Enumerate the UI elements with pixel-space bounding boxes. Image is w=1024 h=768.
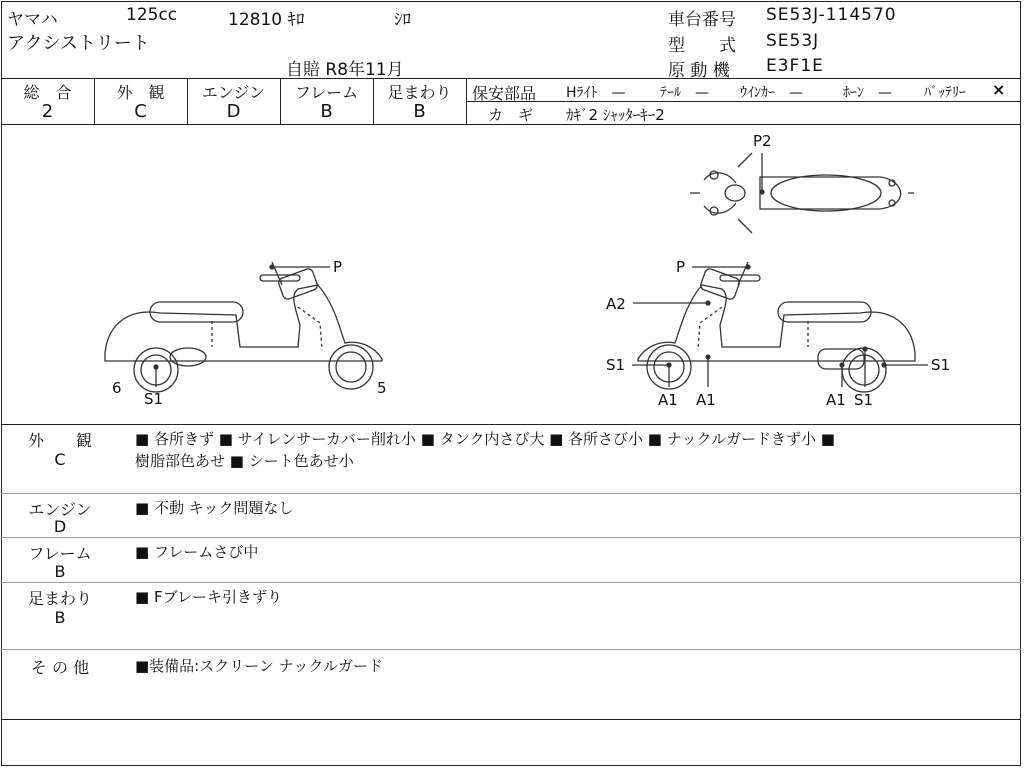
model-name: アクシストリート <box>7 33 150 54</box>
note-engine-grade: D <box>53 517 67 536</box>
frame-no: SE53J-114570 <box>766 5 897 25</box>
grade-exterior-value: C <box>134 101 147 122</box>
frame-no-label: 車台番号 <box>668 10 736 30</box>
grade-exterior-label: 外 観 <box>116 83 165 102</box>
left-side-scooter-icon <box>105 262 382 392</box>
top-label-p2: P2 <box>753 132 772 150</box>
grade-suspension-label: 足まわり <box>387 83 452 102</box>
horn-status: ﾎｰﾝ — <box>843 85 892 101</box>
grade-total-value: 2 <box>41 101 54 122</box>
engine-label: 原 動 機 <box>668 61 730 81</box>
note-frame-line-1: ■ フレームさび中 <box>135 543 259 561</box>
left-label-p: P <box>333 258 343 276</box>
note-other-label: そ の 他 <box>30 658 90 677</box>
battery-mark: × <box>992 80 1006 99</box>
safety-label: 保安部品 <box>472 84 537 103</box>
maker: ヤマハ <box>7 10 58 30</box>
notes-bottom-line <box>1 719 1021 720</box>
notes-divider <box>1 537 1021 538</box>
color: ｼﾛ <box>394 10 411 30</box>
right-side-scooter-icon <box>632 262 928 392</box>
grade-engine-value: D <box>226 101 241 122</box>
taillight-status: ﾃｰﾙ — <box>660 85 709 101</box>
winker-status: ｳｲﾝｶｰ — <box>740 85 803 101</box>
note-frame-grade: B <box>54 562 66 581</box>
note-suspension-line-1: ■ Fブレーキ引きずり <box>135 588 282 606</box>
right-label-a2: A2 <box>606 295 626 313</box>
type-label: 型 式 <box>668 36 736 56</box>
engine-value: E3F1E <box>766 56 824 76</box>
note-suspension-label: 足まわり <box>27 589 92 608</box>
battery-label: ﾊﾞｯﾃﾘｰ <box>924 85 966 101</box>
grade-suspension-value: B <box>413 101 426 122</box>
notes-divider <box>1 649 1021 650</box>
left-label-6: 6 <box>112 379 122 397</box>
right-label-a1-rear: A1 <box>826 391 846 409</box>
note-engine-label: エンジン <box>28 500 92 519</box>
inspection-date: 自賠 R8年11月 <box>286 60 404 80</box>
note-exterior-line-1: ■ 各所きず ■ サイレンサーカバー削れ小 ■ タンク内さび大 ■ 各所さび小 ■ ナックルガードきず小 ■ <box>135 430 835 448</box>
note-other-line-1: ■装備品:スクリーン ナックルガード <box>135 657 383 675</box>
damage-diagram <box>0 125 1024 425</box>
notes-divider <box>1 582 1021 583</box>
left-label-5: 5 <box>377 379 387 397</box>
right-label-p: P <box>676 258 686 276</box>
note-exterior-grade: C <box>54 450 66 469</box>
note-engine-line-1: ■ 不動 キック問題なし <box>135 499 294 517</box>
key-value: ｶｷﾞ2 ｼｬｯﾀｰｷｰ2 <box>566 106 665 124</box>
right-label-a1-mid: A1 <box>696 391 716 409</box>
grade-frame-label: フレーム <box>294 83 359 102</box>
grade-frame-value: B <box>320 101 333 122</box>
grade-engine-label: エンジン <box>201 83 266 102</box>
key-label: カ ギ <box>488 106 534 124</box>
mileage: 12810 ｷﾛ <box>228 10 305 30</box>
note-exterior-line-2: 樹脂部色あせ ■ シート色あせ小 <box>135 452 354 470</box>
note-exterior-label: 外 観 <box>27 431 92 450</box>
type-value: SE53J <box>766 31 820 51</box>
left-label-s1: S1 <box>144 390 164 408</box>
displacement: 125cc <box>126 5 178 25</box>
grade-top-line <box>1 78 1021 79</box>
right-label-s1-rear-bottom: S1 <box>854 391 874 409</box>
notes-divider <box>1 493 1021 494</box>
grade-total-label: 総 合 <box>23 83 72 102</box>
top-view-scooter-icon <box>690 153 914 233</box>
right-label-a1-front: A1 <box>658 391 678 409</box>
note-suspension-grade: B <box>54 608 66 627</box>
right-label-s1-front: S1 <box>606 356 626 374</box>
notes-top-line <box>1 424 1021 425</box>
headlight-status: Hﾗｲﾄ — <box>566 85 626 101</box>
note-frame-label: フレーム <box>28 544 92 563</box>
right-label-s1-rear: S1 <box>931 356 951 374</box>
